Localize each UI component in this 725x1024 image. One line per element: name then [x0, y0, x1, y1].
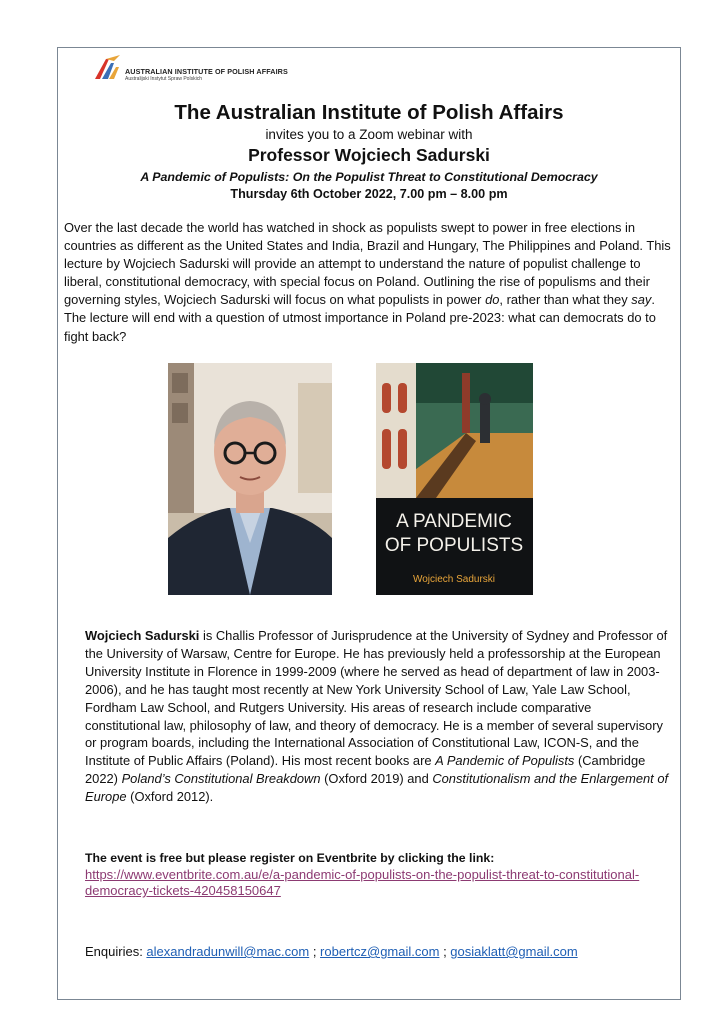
bio-name: Wojciech Sadurski — [85, 628, 200, 643]
intro-emphasis-do: do — [485, 292, 500, 308]
registration-note: The event is free but please register on Eventbrite by clicking the link: — [85, 851, 495, 865]
email-link-robert[interactable]: robertcz@gmail.com — [320, 944, 440, 959]
bio-book-3: Constitutionalism and the Enlargement of Europe — [85, 771, 669, 805]
speaker-bio: Wojciech Sadurski is Challis Professor of Jurisprudence at the University of Sydney and Professor of the University of Warsaw, Centre for Europe. He has previously held a professorship at the European University Institute in Florence in 1999-2009 (where he served as head of department of law in 2003-2006), and he has taught most recently at New York University School of Law, Yale Law School, Fordham Law School, and Rutgers University. His areas of research include comparative constitutional law, philosophy of law, and theory of democracy. He is a member of several supervisory or program boards, including the International Association of Constitutional Law, ICON-S, and the Institute of Public Affairs (Poland). His most recent books are A Pandemic of Populists (Cambridge 2022) Poland’s Constitutional Breakdown (Oxford 2019) and Constitutionalism and the Enlargement of Europe (Oxford 2012). — [85, 628, 669, 805]
page-title: The Australian Institute of Polish Affairs — [174, 101, 564, 124]
book-author: Wojciech Sadurski — [412, 574, 496, 585]
email-link-gosia[interactable]: gosiaklatt@gmail.com — [450, 944, 578, 959]
eventbrite-link[interactable]: https://www.eventbrite.com.au/e/a-pandemic-of-populists-on-the-populist-threat-to-constitutional-democracy-tickets-420458150647 — [85, 867, 640, 898]
bio-book-2: Poland’s Constitutional Breakdown — [121, 771, 321, 787]
speaker-name: Professor Wojciech Sadurski — [248, 145, 490, 165]
bio-book-1: A Pandemic of Populists — [435, 753, 575, 769]
email-link-alexandra[interactable]: alexandradunwill@mac.com — [146, 944, 310, 959]
aipa-logo-icon — [92, 55, 124, 85]
book-cover — [376, 363, 533, 595]
intro-emphasis-say: say — [631, 292, 652, 308]
institute-logo — [92, 55, 288, 87]
book-title-line1: A PANDEMIC — [396, 511, 512, 532]
enquiries-line: Enquiries: alexandradunwill@mac.com ; robertcz@gmail.com ; gosiaklatt@gmail.com — [85, 944, 578, 959]
speaker-photo — [168, 363, 332, 595]
lecture-title: A Pandemic of Populists: On the Populist Threat to Constitutional Democracy — [140, 170, 598, 184]
enquiries-label: Enquiries: — [85, 944, 147, 959]
invitation-line: invites you to a Zoom webinar with — [265, 127, 473, 142]
intro-paragraph: Over the last decade the world has watched in shock as populists swept to power in free elections in countries as different as the United States and India, Brazil and Hungary, The Philippines and Poland. This lecture by Wojciech Sadurski will provide an attempt to understand the nature of populist challenge to liberal, constitutional democracy, with special focus on Poland. Outlining the rise of populisms and their governing styles, Wojciech Sadurski will focus on what populists in power do, rather than what they say. The lecture will end with a question of utmost importance in Poland pre-2023: what can democrats do to fight back? — [64, 220, 671, 344]
institute-name: AUSTRALIAN INSTITUTE OF POLISH AFFAIRS — [125, 67, 288, 76]
event-datetime: Thursday 6th October 2022, 7.00 pm – 8.00 pm — [230, 187, 508, 201]
institute-subname: Australijski Instytut Spraw Polskich — [125, 76, 202, 82]
book-title-line2: OF POPULISTS — [384, 535, 524, 556]
